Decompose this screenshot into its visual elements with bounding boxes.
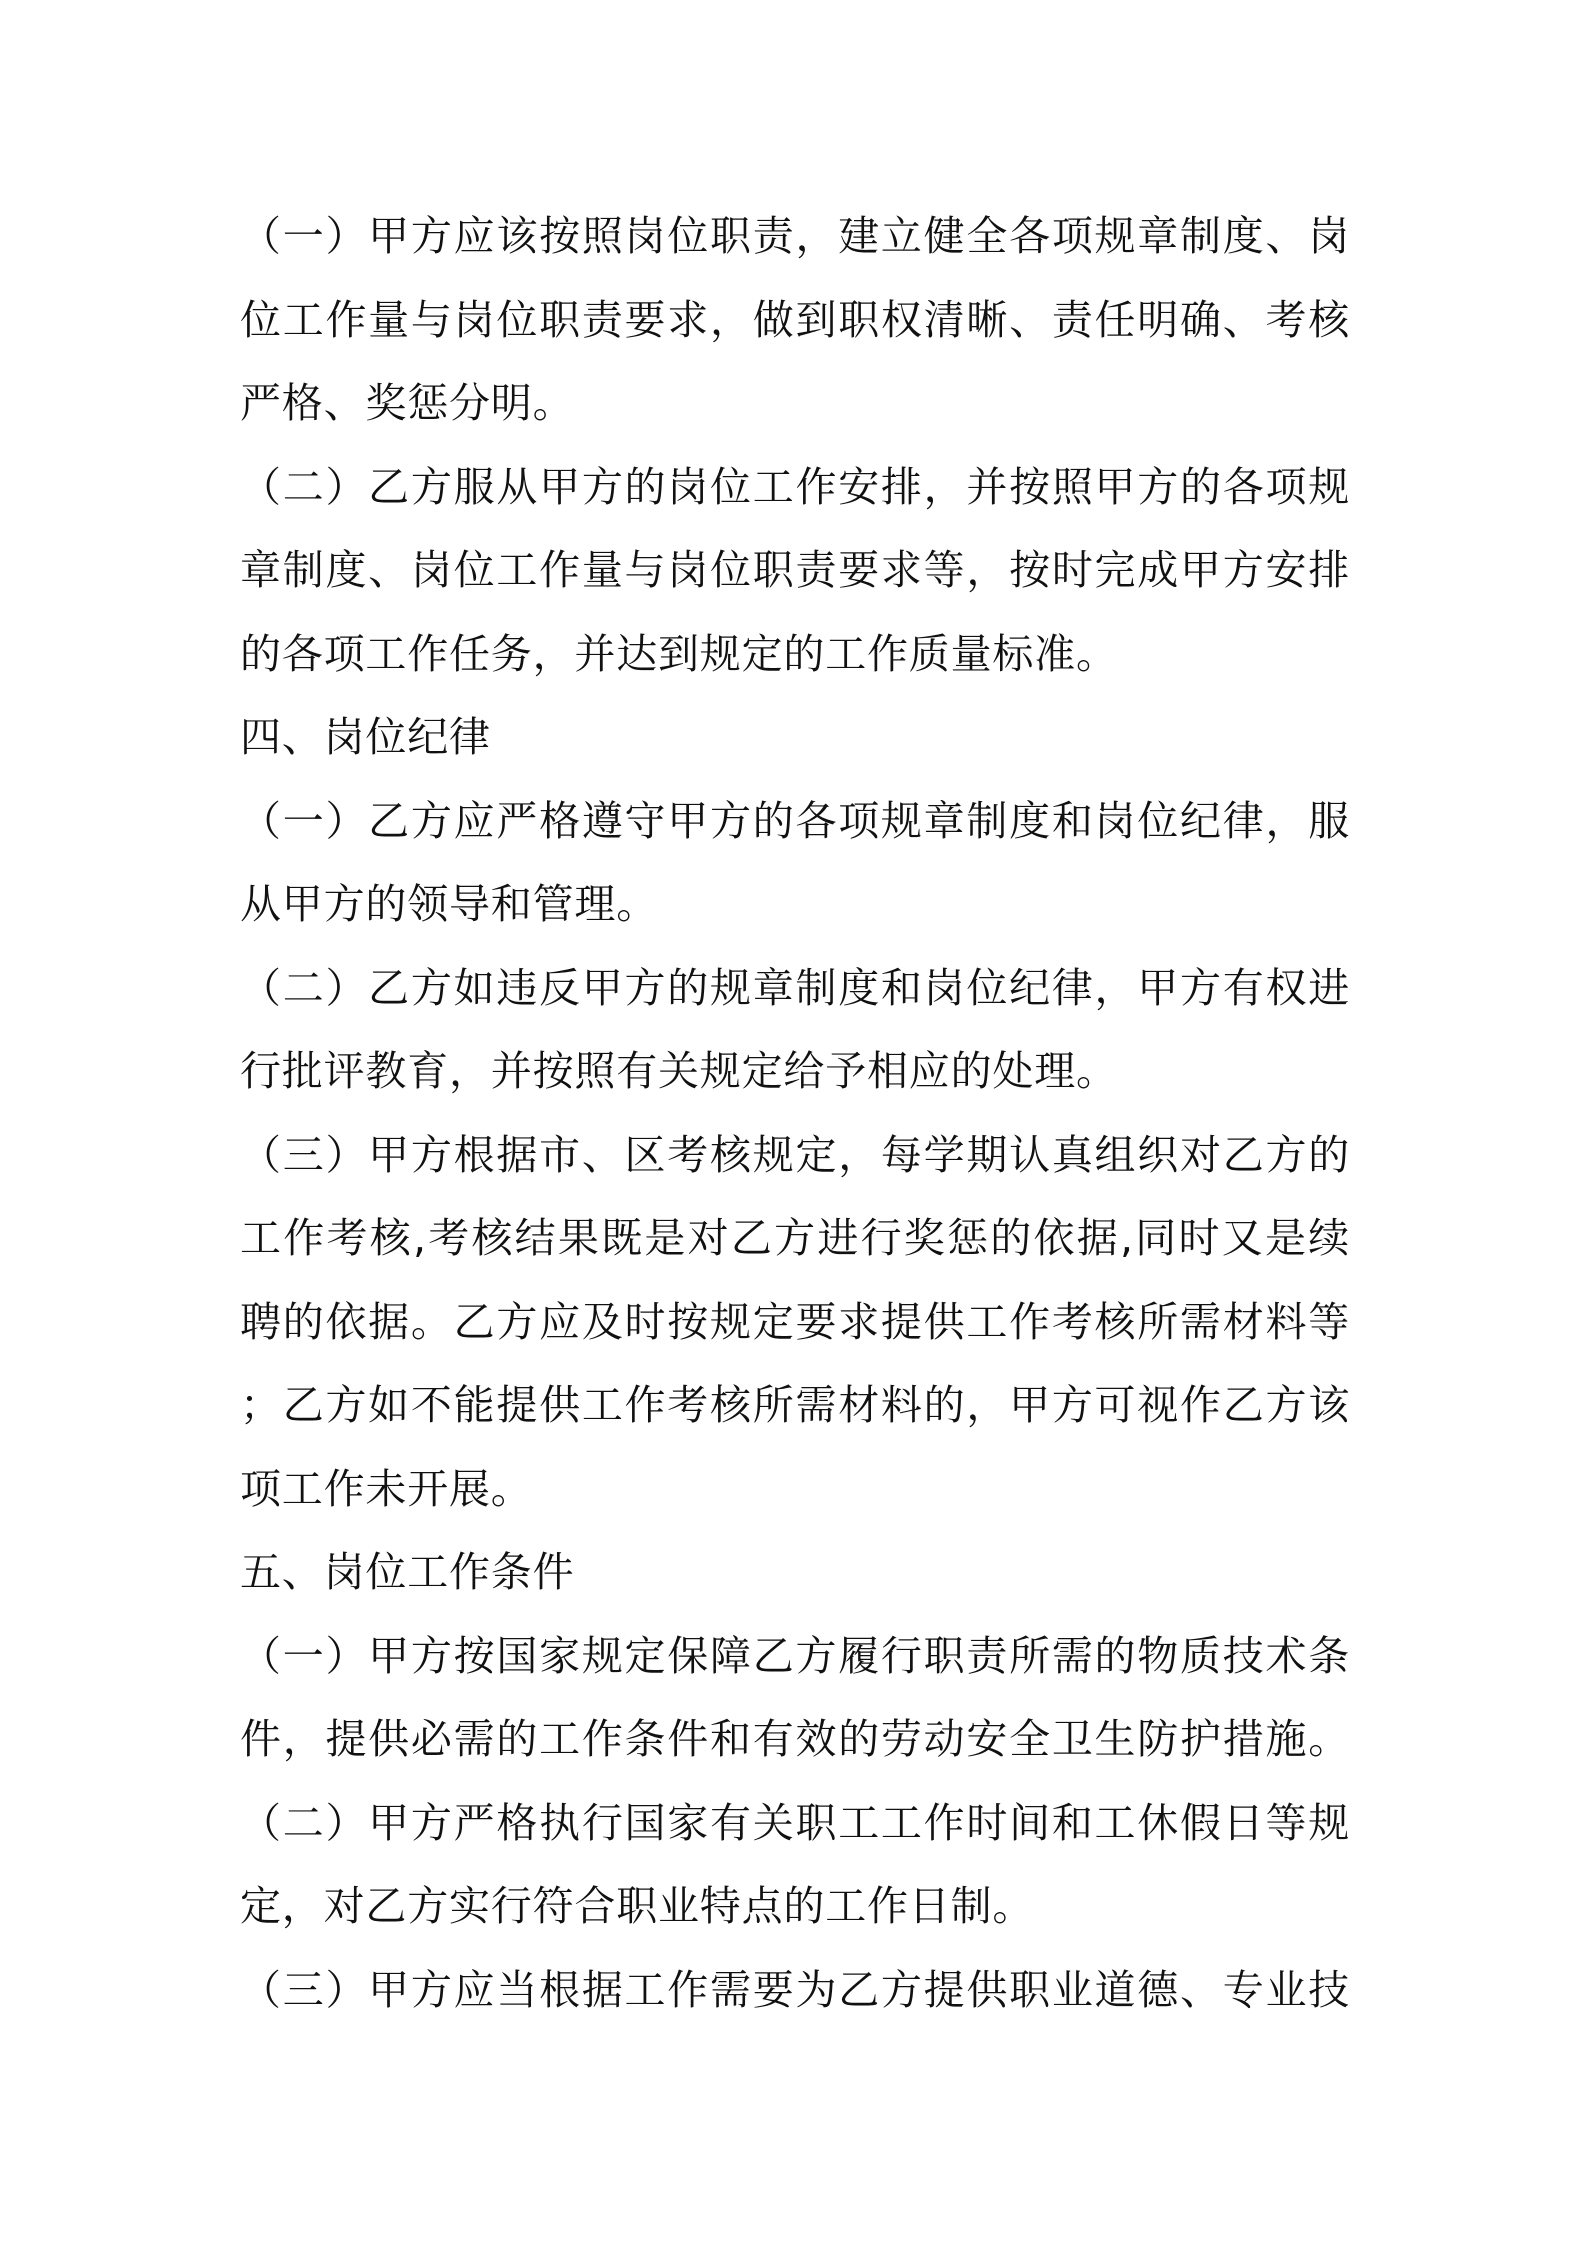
text-line: 项工作未开展。 (240, 1464, 533, 1513)
text-line: 从甲方的领导和管理。 (240, 880, 658, 928)
text-line: （一）甲方按国家规定保障乙方履行职责所需的物质技术条 (240, 1631, 1350, 1680)
text-line: 行批评教育，并按照有关规定给予相应的处理。 (240, 1047, 1118, 1095)
text-line: 工作考核,考核结果既是对乙方进行奖惩的依据,同时又是续 (240, 1214, 1350, 1262)
text-line: 件，提供必需的工作条件和有效的劳动安全卫生防护措施。 (240, 1715, 1350, 1763)
text-line: （一）乙方应严格遵守甲方的各项规章制度和岗位纪律，服 (240, 796, 1350, 845)
text-line: （三）甲方根据市、区考核规定，每学期认真组织对乙方的 (240, 1130, 1350, 1179)
text-line: （二）甲方严格执行国家有关职工工作时间和工休假日等规 (240, 1798, 1350, 1847)
text-line: 严格、奖惩分明。 (240, 379, 575, 427)
text-line: 的各项工作任务，并达到规定的工作质量标准。 (240, 629, 1118, 678)
text-line: （一）甲方应该按照岗位职责，建立健全各项规章制度、岗 (240, 212, 1350, 260)
section-heading: 五、岗位工作条件 (240, 1548, 575, 1596)
text-line: 位工作量与岗位职责要求，做到职权清晰、责任明确、考核 (240, 295, 1350, 344)
text-line: ；乙方如不能提供工作考核所需材料的，甲方可视作乙方该 (240, 1381, 1350, 1429)
text-line: 章制度、岗位工作量与岗位职责要求等，按时完成甲方安排 (240, 546, 1350, 594)
text-line: 聘的依据。乙方应及时按规定要求提供工作考核所需材料等 (240, 1297, 1350, 1346)
text-line: （二）乙方如违反甲方的规章制度和岗位纪律，甲方有权进 (240, 963, 1350, 1012)
document-body (240, 195, 1350, 2032)
text-line: （三）甲方应当根据工作需要为乙方提供职业道德、专业技 (240, 1965, 1350, 2014)
text-line: 定，对乙方实行符合职业特点的工作日制。 (240, 1882, 1035, 1930)
section-heading: 四、岗位纪律 (240, 713, 491, 761)
text-line: （二）乙方服从甲方的岗位工作安排，并按照甲方的各项规 (240, 462, 1350, 511)
